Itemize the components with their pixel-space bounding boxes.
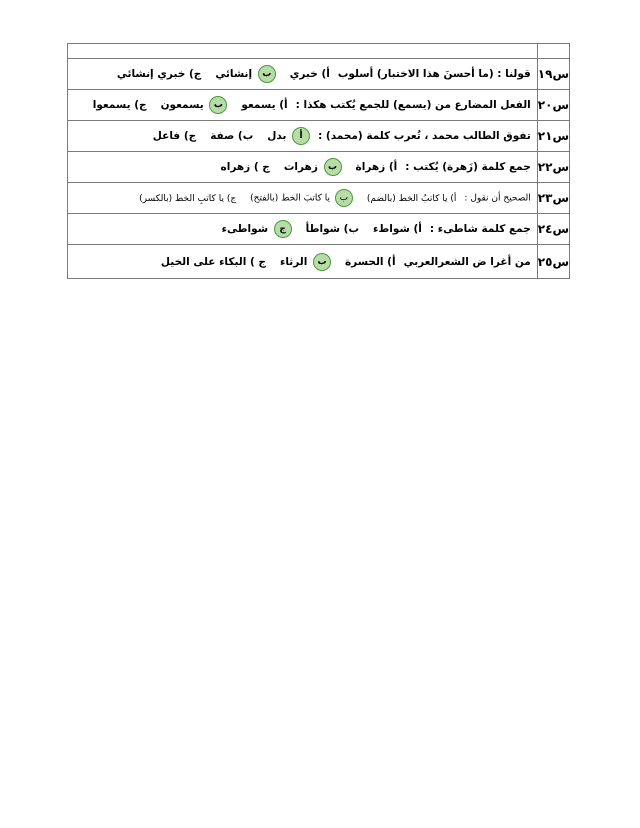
question-cell <box>68 183 538 214</box>
question-text: الصحيح أن نقول : <box>464 193 531 204</box>
option-text: إنشائي <box>215 68 253 80</box>
selected-answer-circle: ب <box>335 189 353 207</box>
selected-answer-circle: ب <box>313 253 331 271</box>
question-cell <box>68 245 538 279</box>
question-row <box>68 90 570 121</box>
option-text: صفة <box>210 130 235 142</box>
table-header-row <box>68 44 570 59</box>
option-letter: أ) <box>413 223 422 235</box>
question-cell <box>68 152 538 183</box>
question-number: س٢٣ <box>537 183 569 214</box>
question-number: س١٩ <box>537 59 569 90</box>
question-number: س٢٠ <box>537 90 569 121</box>
option-letter: ب) <box>343 223 360 235</box>
question-number: س٢٢ <box>537 152 569 183</box>
option-text: الرثاء <box>280 255 308 268</box>
option-text: شواطأ <box>305 223 341 235</box>
option-text: يا كاتبُ الخط (بالضم) <box>366 193 448 204</box>
option-text: يا كاتبِ الخط (بالكسر) <box>139 193 224 204</box>
question-row <box>68 214 570 245</box>
answer-option-selected[interactable] <box>250 189 353 207</box>
option-text: زهراة <box>355 161 386 173</box>
option-letter: ب) <box>237 130 254 142</box>
answer-option[interactable] <box>210 130 253 142</box>
answer-option[interactable] <box>290 68 330 80</box>
option-letter: ج ) <box>249 255 266 268</box>
selected-answer-circle: ب <box>324 158 342 176</box>
option-text: يسمعو <box>241 99 276 111</box>
option-text: خبري إنشائي <box>116 68 186 80</box>
question-cell <box>68 90 538 121</box>
question-cell <box>68 214 538 245</box>
option-text: زهراه <box>220 161 251 173</box>
answer-option[interactable] <box>373 223 422 235</box>
question-cell <box>68 59 538 90</box>
option-letter: ج) <box>188 68 202 80</box>
option-text: يسمعون <box>160 99 204 111</box>
selected-answer-circle: أ <box>292 127 310 145</box>
answer-option[interactable] <box>367 194 457 204</box>
question-cell <box>68 121 538 152</box>
option-text: فاعل <box>152 130 181 142</box>
option-text: شواطء <box>373 223 410 235</box>
question-text: قولنا : (ما أحسنَ هذا الاختبار) أسلوب <box>337 68 531 80</box>
option-text: البكاء على الخيل <box>160 255 247 268</box>
question-number: س٢١ <box>537 121 569 152</box>
question-text: الفعل المضارع من (يسمع) للجمع يُكتب هكذا : <box>295 99 531 111</box>
exam-answer-table <box>67 43 570 279</box>
question-text: من أغرا ض الشعرالعربي <box>403 255 531 268</box>
question-number: س٢٤ <box>537 214 569 245</box>
answer-option[interactable] <box>306 223 359 235</box>
answer-option[interactable] <box>139 194 236 204</box>
option-letter: أ) <box>450 193 457 204</box>
answer-option-selected[interactable] <box>215 65 275 83</box>
option-text: خبري <box>289 68 318 80</box>
question-text: جمع كلمة شاطىء : <box>429 223 531 235</box>
answer-option-selected[interactable] <box>161 96 228 114</box>
option-letter: ج ) <box>253 161 270 173</box>
answer-option-selected[interactable] <box>284 158 342 176</box>
option-text: شواطىء <box>221 223 269 235</box>
answer-option-selected[interactable] <box>222 220 292 238</box>
question-row <box>68 152 570 183</box>
answer-option[interactable] <box>221 161 270 173</box>
answer-option[interactable] <box>117 68 201 80</box>
option-letter: ج) <box>134 99 147 111</box>
answer-option[interactable] <box>161 256 266 268</box>
option-letter: أ) <box>279 99 288 111</box>
option-text: الحسرة <box>344 255 384 268</box>
option-text: يسمعوا <box>92 99 131 111</box>
answer-option-selected[interactable] <box>280 253 331 271</box>
header-cell-question <box>68 44 538 59</box>
option-text: زهرات <box>283 161 318 173</box>
question-row <box>68 183 570 214</box>
selected-answer-circle: ب <box>209 96 227 114</box>
selected-answer-circle: ب <box>258 65 276 83</box>
question-row <box>68 59 570 90</box>
option-letter: أ) <box>321 68 330 80</box>
question-row <box>68 121 570 152</box>
option-letter: ج) <box>183 130 197 142</box>
question-text: تفوق الطالب محمد ، تُعرب كلمة (محمد) : <box>318 130 531 142</box>
answer-option[interactable] <box>241 99 287 111</box>
answer-option[interactable] <box>93 99 147 111</box>
answer-option-selected[interactable] <box>267 127 310 145</box>
question-text: جمع كلمة (زَهرة) يُكتب : <box>405 161 531 173</box>
question-row <box>68 245 570 279</box>
option-letter: ج) <box>226 193 237 204</box>
option-letter: أ) <box>388 161 398 173</box>
option-text: يا كاتبَ الخط (بالفتح) <box>250 193 331 204</box>
answer-option[interactable] <box>153 130 196 142</box>
answer-option[interactable] <box>345 256 396 268</box>
option-letter: أ) <box>387 255 396 268</box>
header-cell-number <box>537 44 569 59</box>
selected-answer-circle: ج <box>274 220 292 238</box>
option-text: بدل <box>267 130 287 142</box>
answer-option[interactable] <box>356 161 398 173</box>
question-number: س٢٥ <box>537 245 569 279</box>
